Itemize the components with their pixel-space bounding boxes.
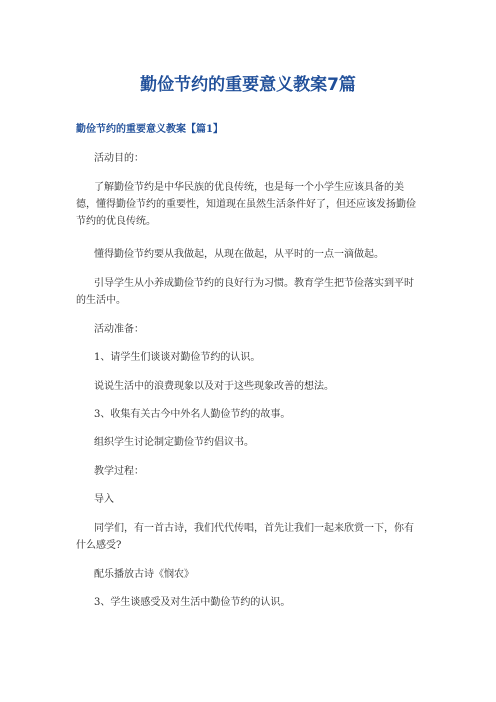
paragraph: 3、学生谈感受及对生活中勤俭节约的认识。 [94, 597, 291, 608]
paragraph: 教学过程： [94, 466, 144, 477]
paragraph: 配乐播放古诗《悯农》 [94, 569, 194, 580]
paragraph: 组织学生讨论制定勤俭节约倡议书。 [94, 437, 254, 448]
paragraph: 引导学生从小养成勤俭节约的良好行为习惯。教育学生把节俭落实到平时的生活中。 [76, 278, 414, 306]
document-title: 勤俭节约的重要意义教案7篇 [140, 75, 356, 95]
paragraph: 说说生活中的浪费现象以及对于这些现象改善的想法。 [94, 381, 334, 392]
paragraph: 同学们，有一首古诗，我们代代传唱，首先让我们一起来欣赏一下，你有什么感受? [76, 523, 414, 551]
paragraph: 活动目的： [94, 153, 144, 164]
paragraph: 活动准备： [94, 324, 144, 335]
paragraph: 导入 [94, 494, 114, 505]
section-heading: 勤俭节约的重要意义教案【篇1】 [76, 124, 223, 135]
paragraph: 1、请学生们谈谈对勤俭节约的认识。 [94, 352, 261, 363]
paragraph: 了解勤俭节约是中华民族的优良传统，也是每一个小学生应该具备的美德，懂得勤俭节约的重要性，知道现在虽然生活条件好了，但还应该发扬勤俭节约的优良传统。 [76, 182, 416, 227]
paragraph: 懂得勤俭节约要从我做起，从现在做起，从平时的一点一滴做起。 [94, 249, 384, 260]
paragraph: 3、收集有关古今中外名人勤俭节约的故事。 [94, 409, 291, 420]
